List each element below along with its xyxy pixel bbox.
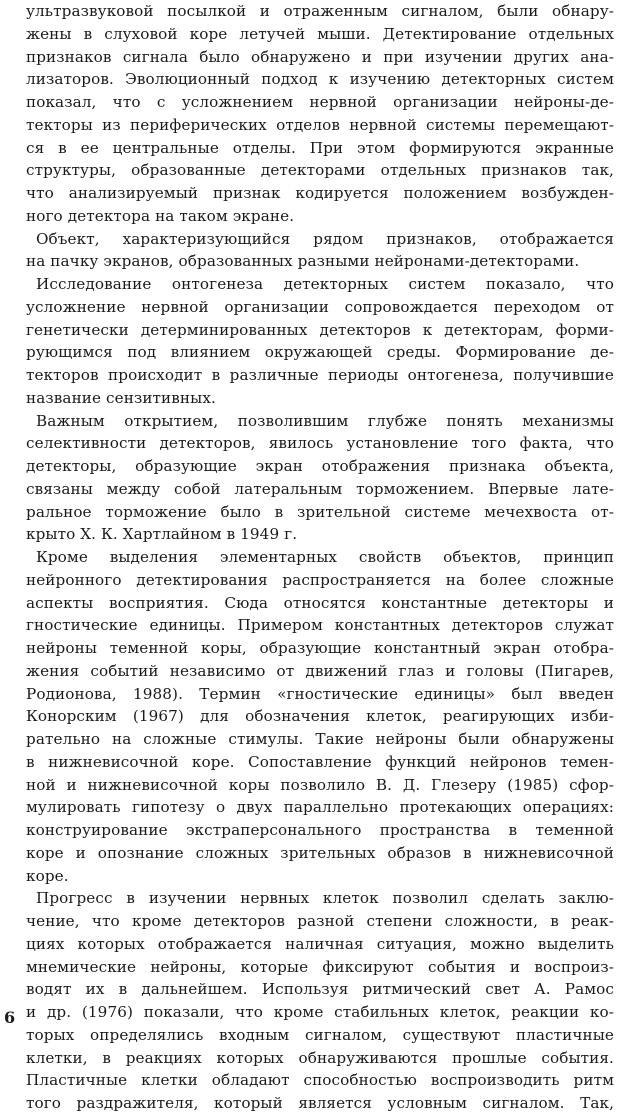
paragraph	[26, 546, 614, 887]
text-line: Важным открытием, позволившим глубже понять механизмы	[36, 411, 614, 430]
text-line: усложнение нервной организации сопровождается переходом от	[26, 297, 614, 316]
text-line: мулировать гипотезу о двух параллельно протекающих операциях:	[26, 798, 614, 817]
text-line: нейронного детектирования распространяется на более сложные	[26, 570, 614, 589]
text-line: Конорским (1967) для обозначения клеток, реагирующих изби-	[26, 707, 614, 726]
text-line: жены в слуховой коре летучей мыши. Детектирование отдельных	[26, 24, 614, 43]
text-line: ного детектора на таком экране.	[26, 206, 295, 225]
paragraph	[26, 410, 614, 547]
text-line: коре.	[26, 866, 69, 885]
text-line: и др. (1976) показали, что кроме стабильных клеток, реакции ко-	[26, 1003, 614, 1021]
text-line: признаков сигнала было обнаружено и при изучении других ана-	[26, 47, 614, 66]
text-line: в нижневисочной коре. Сопоставление функций нейронов темен-	[26, 752, 614, 771]
text-line: циях которых отображается наличная ситуация, можно выделить	[26, 934, 614, 953]
text-line: ся в ее центральные отделы. При этом формируются экранные	[26, 138, 614, 157]
text-line: Исследование онтогенеза детекторных систем показало, что	[36, 275, 614, 293]
text-line: генетически детерминированных детекторов к детекторам, форми-	[26, 320, 614, 339]
text-line: текторы из периферических отделов нервной системы перемещают-	[26, 115, 614, 134]
body-text	[26, 0, 614, 1115]
text-line: название сензитивных.	[26, 388, 216, 407]
text-line: что анализируемый признак кодируется положением возбужден-	[26, 184, 614, 202]
text-line: структуры, образованные детекторами отдельных признаков так,	[26, 161, 614, 180]
text-line: аспекты восприятия. Сюда относятся константные детекторы и	[26, 593, 614, 612]
text-line: показал, что с усложнением нервной организации нейроны-де-	[26, 93, 614, 111]
text-line: рующимся под влиянием окружающей среды. Формирование де-	[26, 343, 614, 362]
page-number: 6	[4, 1008, 16, 1027]
text-line: селективности детекторов, явилось установление того факта, что	[26, 434, 614, 453]
text-line: водят их в дальнейшем. Используя ритмический свет А. Рамос	[26, 980, 614, 999]
text-line: жения событий независимо от движений глаз и головы (Пигарев,	[26, 661, 614, 680]
text-line: Пластичные клетки обладают способностью воспроизводить ритм	[26, 1071, 614, 1090]
text-line: клетки, в реакциях которых обнаруживаются прошлые события.	[26, 1048, 614, 1067]
paragraph	[26, 0, 614, 228]
text-line: коре и опознание сложных зрительных образов в нижневисочной	[26, 843, 614, 862]
paragraph	[26, 273, 614, 410]
text-line: ультразвуковой посылкой и отраженным сигналом, были обнару-	[26, 2, 614, 20]
text-line: того раздражителя, который является условным сигналом. Так,	[26, 1094, 614, 1112]
text-line: нейроны теменной коры, образующие константный экран отобра-	[26, 639, 614, 657]
text-line: текторов происходит в различные периоды онтогенеза, получившие	[26, 366, 614, 384]
text-line: Объект, характеризующийся рядом признаков, отображается	[36, 229, 614, 248]
text-line: Родионова, 1988). Термин «гностические единицы» был введен	[26, 684, 614, 703]
text-line: детекторы, образующие экран отображения признака объекта,	[26, 457, 614, 475]
paragraph	[26, 228, 614, 274]
text-line: на пачку экранов, образованных разными нейронами-детекторами.	[26, 252, 580, 271]
text-line: Кроме выделения элементарных свойств объектов, принцип	[36, 548, 614, 566]
text-line: лизаторов. Эволюционный подход к изучению детекторных систем	[26, 70, 614, 89]
text-line: ной и нижневисочной коры позволило В. Д. Глезеру (1985) сфор-	[26, 775, 614, 794]
text-line: торых определялись входным сигналом, существуют пластичные	[26, 1025, 614, 1044]
text-line: конструирование экстраперсонального пространства в теменной	[26, 821, 614, 839]
text-line: чение, что кроме детекторов разной степени сложности, в реак-	[26, 912, 614, 930]
text-line: связаны между собой латеральным торможением. Впервые лате-	[26, 479, 614, 498]
text-line: рательно на сложные стимулы. Такие нейроны были обнаружены	[26, 730, 614, 748]
text-line: Прогресс в изучении нервных клеток позволил сделать заклю-	[36, 889, 614, 908]
text-line: ральное торможение было в зрительной системе мечехвоста от-	[26, 502, 614, 521]
text-line: гностические единицы. Примером константных детекторов служат	[26, 616, 614, 635]
text-line: крыто Х. К. Хартлайном в 1949 г.	[26, 525, 298, 544]
paragraph	[26, 887, 614, 1115]
text-line: мнемические нейроны, которые фиксируют события и воспроиз-	[26, 957, 614, 976]
